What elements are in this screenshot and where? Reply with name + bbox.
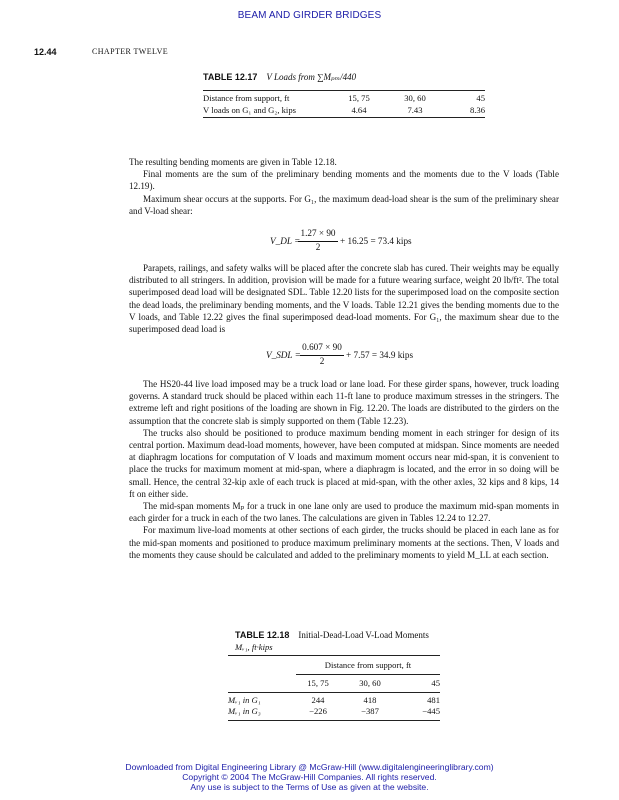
equation-lhs: V_SDL = — [266, 350, 301, 360]
table-12-17-caption — [203, 72, 356, 83]
table-number: TABLE 12.17 — [203, 72, 258, 82]
table-row — [203, 92, 485, 104]
equation-lhs: V_DL = — [270, 236, 301, 246]
body-text-c — [129, 378, 559, 561]
footer-terms: Any use is subject to the Terms of Use as given at the website. — [190, 782, 429, 792]
table-title: V Loads from ∑Mₚₘ/440 — [266, 72, 357, 82]
paragraph: The resulting bending moments are given in Table 12.18. — [129, 157, 337, 167]
table-row — [203, 104, 485, 116]
paragraph: For maximum live-load moments at other sections of each girder, the trucks should be placed in each lane as for the mid-span moments and positioned to produce maximum preliminary moments at the sections. Then, V loads and the moments they cause should be calculated and added to the preliminary moments to yield M_LL at each section. — [129, 525, 559, 560]
paragraph: Parapets, railings, and safety walks will be placed after the concrete slab has cured. Their weights may be equally distributed to all stringers. In addition, provision will be made for a future wearing surface, weight 20 lb/ft². The total superimposed dead load will be designated SDL. Table 12.20 lists for the superimposed load on the composite section the dead loads, the preliminary bending moments, and the V loads. Table 12.21 gives the bending moments due to the V loads, and Table 12.22 gives the final superimposed dead-load moments. For G₁, the maximum shear due to the superimposed dead load is — [129, 263, 559, 335]
equation-rest: + 16.25 = 73.4 kips — [340, 236, 412, 246]
table-bottom-rule — [203, 117, 485, 118]
footer — [0, 762, 619, 792]
table-top-rule — [203, 90, 485, 91]
column-header: 15, 75 — [307, 678, 329, 688]
page-number: 12.44 — [34, 47, 57, 57]
table-cell: 481 — [427, 695, 440, 705]
table-cell: 8.36 — [469, 105, 485, 115]
table-header-row — [228, 678, 440, 689]
table-cell: 15, 75 — [348, 93, 370, 103]
table-cell: 4.64 — [351, 105, 367, 115]
table-number: TABLE 12.18 — [235, 630, 290, 640]
running-head: BEAM AND GIRDER BRIDGES — [237, 10, 382, 21]
table-cell: −226 — [309, 706, 327, 716]
table-12-18-caption — [235, 630, 429, 640]
paragraph: Final moments are the sum of the preliminary bending moments and the moments due to the V loads (Table 12.19). — [129, 169, 559, 192]
table-12-18 — [228, 678, 440, 689]
equation-numerator: 1.27 × 90 — [300, 228, 336, 238]
table-cell: 7.43 — [407, 105, 423, 115]
row-label: Distance from support, ft — [203, 93, 290, 103]
equation-numerator: 0.607 × 90 — [302, 342, 342, 352]
table-cell: −387 — [361, 706, 379, 716]
paragraph: The mid-span moments Mₚ for a truck in one lane only are used to produce the maximum mid-span moments in each girder for a truck in each of the two lanes. The calculations are given in Tables 12.24 to 12.27. — [129, 501, 559, 524]
table-bottom-rule — [228, 720, 440, 721]
table-title: Initial-Dead-Load V-Load Moments — [298, 630, 429, 640]
row-label: V loads on G₁ and G₂, kips — [203, 105, 296, 115]
table-cell: 30, 60 — [404, 93, 426, 103]
paragraph: The HS20-44 live load imposed may be a truck load or lane load. For these girder spans, however, truck loading governs. A standard truck should be placed within each 11-ft lane to produce maximum stresses in the stringers. The extreme left and right positions of the loading are shown in Fig. 12.20. The loads are distributed to the girders on the assumption that the concrete slab is simply supported on them (Table 12.23). — [129, 379, 559, 426]
table-header-rule — [228, 692, 440, 693]
column-header: 30, 60 — [359, 678, 381, 688]
equation-vdl — [270, 228, 470, 262]
chapter-title: CHAPTER TWELVE — [92, 47, 169, 56]
table-cell: −445 — [422, 706, 440, 716]
equation-rest: + 7.57 = 34.9 kips — [346, 350, 414, 360]
column-header: 45 — [431, 678, 440, 688]
paragraph: Maximum shear occurs at the supports. For G₁, the maximum dead-load shear is the sum of the preliminary shear and V-load shear: — [129, 193, 559, 216]
paragraph: The trucks also should be positioned to produce maximum bending moment in each stringer for design of its central portion. Maximum dead-load moments, however, have been computed at midspan. Since moments are needed at diaphragm locations for computation of V loads and maximum moment occurs near mid-span, it is convenient to place the trucks for maximum moment at mid-span, where a diaphragm is located, and the error in so doing will be small. Hence, the central 32-kip axle of each truck is placed at mid-span, with the other axles, 32 kips and 8 kips, 14 ft on either side. — [129, 427, 559, 499]
table-row — [228, 695, 440, 706]
span-header: Distance from support, ft — [324, 660, 412, 670]
table-cell: 418 — [363, 695, 377, 705]
table-12-18-body — [228, 695, 440, 717]
table-units: Mᵥ₁, ft·kips — [235, 642, 273, 652]
table-cell: 244 — [311, 695, 325, 705]
body-text-b — [129, 262, 559, 335]
body-text-a — [129, 156, 559, 217]
span-header-rule — [296, 674, 440, 675]
table-top-rule — [228, 655, 440, 656]
equation-denominator: 2 — [315, 242, 321, 252]
table-12-17 — [203, 92, 485, 116]
footer-link[interactable]: Downloaded from Digital Engineering Library @ McGraw-Hill (www.digitalengineeringlibrary.com) — [125, 762, 494, 772]
row-label: Mᵥ₁ in G₃ — [228, 706, 261, 716]
equation-denominator: 2 — [319, 356, 325, 366]
table-cell: 45 — [476, 93, 485, 103]
equation-vsdl — [266, 342, 486, 376]
footer-copyright: Copyright © 2004 The McGraw-Hill Companies. All rights reserved. — [182, 772, 437, 782]
row-label: Mᵥ₁ in G₁ — [228, 695, 261, 705]
table-row — [228, 706, 440, 717]
